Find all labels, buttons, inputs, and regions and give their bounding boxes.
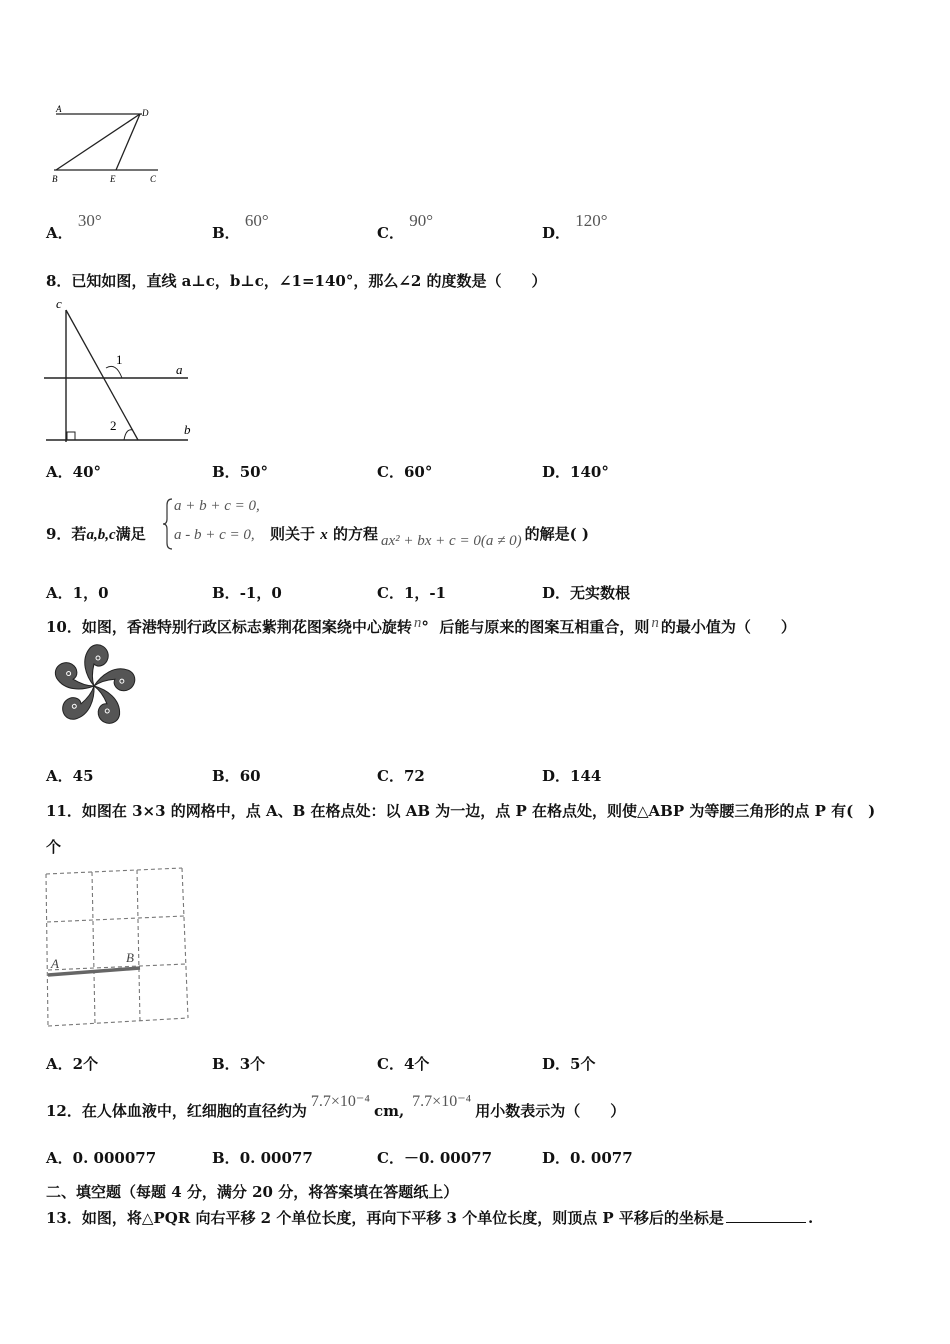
q13-question: 13．如图，将△PQR 向右平移 2 个单位长度，再向下平移 3 个单位长度，则顶点 P 平移后的坐标是 . — [46, 1209, 814, 1227]
q8-label-1: 1 — [116, 352, 123, 367]
q11-option-b[interactable]: B．3个 — [212, 1055, 266, 1073]
q7-label-d: D — [142, 108, 149, 118]
q9-option-b[interactable]: B．-1，0 — [212, 584, 282, 602]
q7-label-e: E — [110, 174, 116, 184]
q8-label-a: a — [176, 362, 183, 377]
q11-option-c[interactable]: C．4个 — [377, 1055, 430, 1073]
q7-figure — [46, 102, 166, 188]
q8-label-b: b — [184, 422, 191, 437]
q9-eq2: a - b + c = 0, — [174, 527, 255, 543]
q9-eq1: a + b + c = 0, — [174, 498, 260, 514]
q10-option-a[interactable]: A．45 — [46, 767, 94, 785]
q7-label-c: C — [150, 174, 157, 184]
q7-option-d[interactable]: D． 120° — [542, 211, 608, 242]
q11-label-a: A — [51, 956, 59, 971]
q9-option-d[interactable]: D．无实数根 — [542, 584, 631, 602]
q9-question: 9．若a,b,c满足 — [46, 525, 146, 543]
q9-system-brace — [162, 497, 174, 551]
q12-option-b[interactable]: B．0. 00077 — [212, 1149, 313, 1167]
q12-option-a[interactable]: A．0. 000077 — [46, 1149, 157, 1167]
q9-question-tail: 则关于 x 的方程 ax² + bx + c = 0(a ≠ 0) 的解是( ) — [270, 525, 589, 549]
q8-label-c: c — [56, 296, 62, 311]
q11-label-b: B — [126, 950, 134, 965]
bauhinia-flower-figure — [48, 640, 140, 732]
q10-question: 10．如图，香港特别行政区标志紫荆花图案绕中心旋转 n° 后能与原来的图案互相重合，则 n 的最小值为（ ） — [46, 615, 796, 636]
q7-option-b[interactable]: B． 60° — [212, 211, 269, 242]
q10-option-b[interactable]: B．60 — [212, 767, 261, 785]
q8-question: 8．已知如图，直线 a⊥c，b⊥c，∠1=140°，那么∠2 的度数是（ ） — [46, 272, 547, 290]
q7-option-c[interactable]: C． 90° — [377, 211, 433, 242]
q9-option-a[interactable]: A．1，0 — [46, 584, 109, 602]
q8-option-b[interactable]: B．50° — [212, 463, 269, 481]
q7-option-a[interactable]: A． 30° — [46, 211, 102, 242]
q13-answer-blank[interactable] — [726, 1222, 806, 1223]
q8-option-a[interactable]: A．40° — [46, 463, 102, 481]
q12-option-d[interactable]: D．0. 0077 — [542, 1149, 633, 1167]
section-heading: 二、填空题（每题 4 分，满分 20 分，将答案填在答题纸上） — [46, 1183, 459, 1201]
q12-option-c[interactable]: C．－0. 00077 — [377, 1149, 493, 1167]
q11-grid-figure — [42, 862, 192, 1032]
q11-question: 11．如图在 3×3 的网格中，点 A、B 在格点处：以 AB 为一边，点 P 在格点处，则使△ABP 为等腰三角形的点 P 有( ) — [46, 802, 876, 820]
q8-label-2: 2 — [110, 418, 117, 433]
q10-option-c[interactable]: C．72 — [377, 767, 425, 785]
q7-label-b: B — [52, 174, 58, 184]
q7-label-a: A — [56, 104, 62, 114]
q10-option-d[interactable]: D．144 — [542, 767, 602, 785]
q11-question-line2: 个 — [46, 838, 62, 856]
q9-option-c[interactable]: C．1，-1 — [377, 584, 447, 602]
q11-option-d[interactable]: D．5个 — [542, 1055, 596, 1073]
q12-question: 12．在人体血液中，红细胞的直径约为7.7×10⁻⁴cm,7.7×10⁻⁴用小数表示为（ ） — [46, 1093, 626, 1120]
q8-option-c[interactable]: C．60° — [377, 463, 433, 481]
q8-option-d[interactable]: D．140° — [542, 463, 609, 481]
q8-figure — [40, 296, 200, 446]
q11-option-a[interactable]: A．2个 — [46, 1055, 99, 1073]
